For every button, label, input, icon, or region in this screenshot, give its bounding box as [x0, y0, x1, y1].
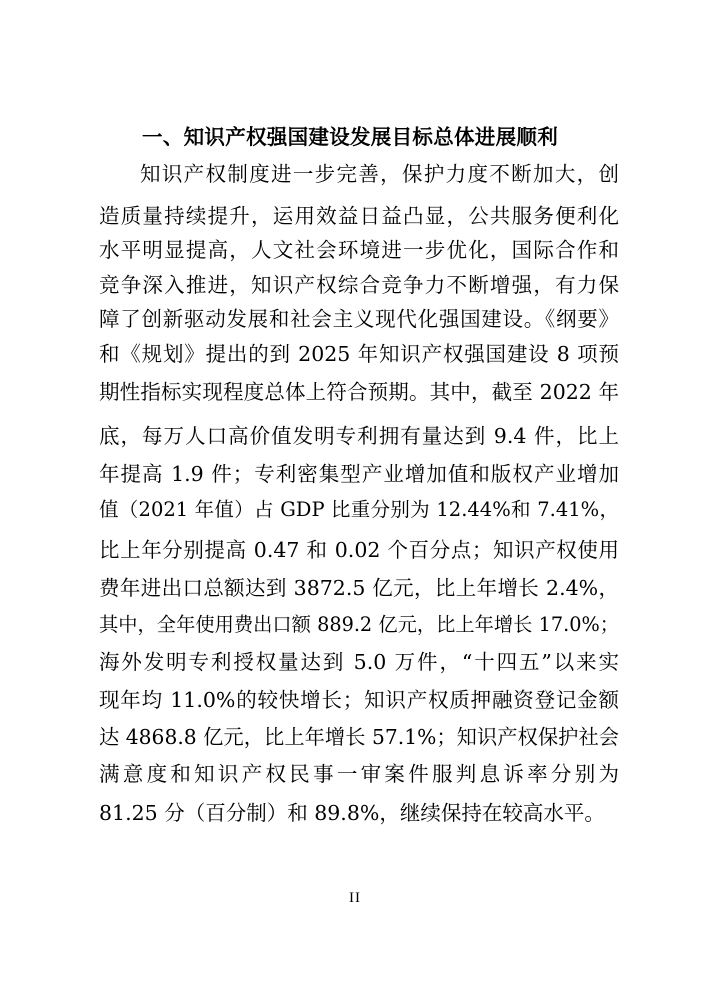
paragraph-line: 造质量持续提升，运用效益日益凸显，公共服务便利化	[99, 204, 619, 228]
paragraph-line: 知识产权制度进一步完善，保护力度不断加大，创	[140, 162, 619, 186]
paragraph-line: 期性指标实现程度总体上符合预期。其中，截至 2022 年	[99, 380, 619, 404]
paragraph-line: 和《规划》提出的到 2025 年知识产权强国建设 8 项预	[99, 342, 619, 366]
paragraph-line: 费年进出口总额达到 3872.5 亿元，比上年增长 2.4%，	[99, 576, 619, 600]
paragraph-line: 比上年分别提高 0.47 和 0.02 个百分点；知识产权使用	[99, 538, 619, 562]
paragraph-line: 底，每万人口高价值发明专利拥有量达到 9.4 件，比上	[99, 424, 619, 448]
paragraph-line: 值（2021 年值）占 GDP 比重分别为 12.44%和 7.41%，	[99, 498, 619, 521]
paragraph-line: 达 4868.8 亿元，比上年增长 57.1%；知识产权保护社会	[99, 725, 619, 749]
paragraph-line: 81.25 分（百分制）和 89.8%，继续保持在较高水平。	[99, 801, 605, 825]
paragraph-line: 海外发明专利授权量达到 5.0 万件，“十四五”以来实	[99, 650, 619, 674]
paragraph-line: 障了创新驱动发展和社会主义现代化强国建设。《纲要》	[99, 307, 619, 331]
paragraph-line: 年提高 1.9 件；专利密集型产业增加值和版权产业增加	[99, 462, 619, 486]
page-number: II	[349, 890, 361, 906]
paragraph-line: 竞争深入推进，知识产权综合竞争力不断增强，有力保	[99, 273, 619, 297]
paragraph-line: 现年均 11.0%的较快增长；知识产权质押融资登记金额	[99, 688, 619, 712]
paragraph-line: 其中，全年使用费出口额 889.2 亿元，比上年增长 17.0%；	[99, 613, 619, 636]
paragraph-line: 水平明显提高，人文社会环境进一步优化，国际合作和	[99, 238, 619, 262]
section-heading: 一、知识产权强国建设发展目标总体进展顺利	[142, 125, 558, 149]
paragraph-line: 满意度和知识产权民事一审案件服判息诉率分别为	[99, 762, 619, 786]
